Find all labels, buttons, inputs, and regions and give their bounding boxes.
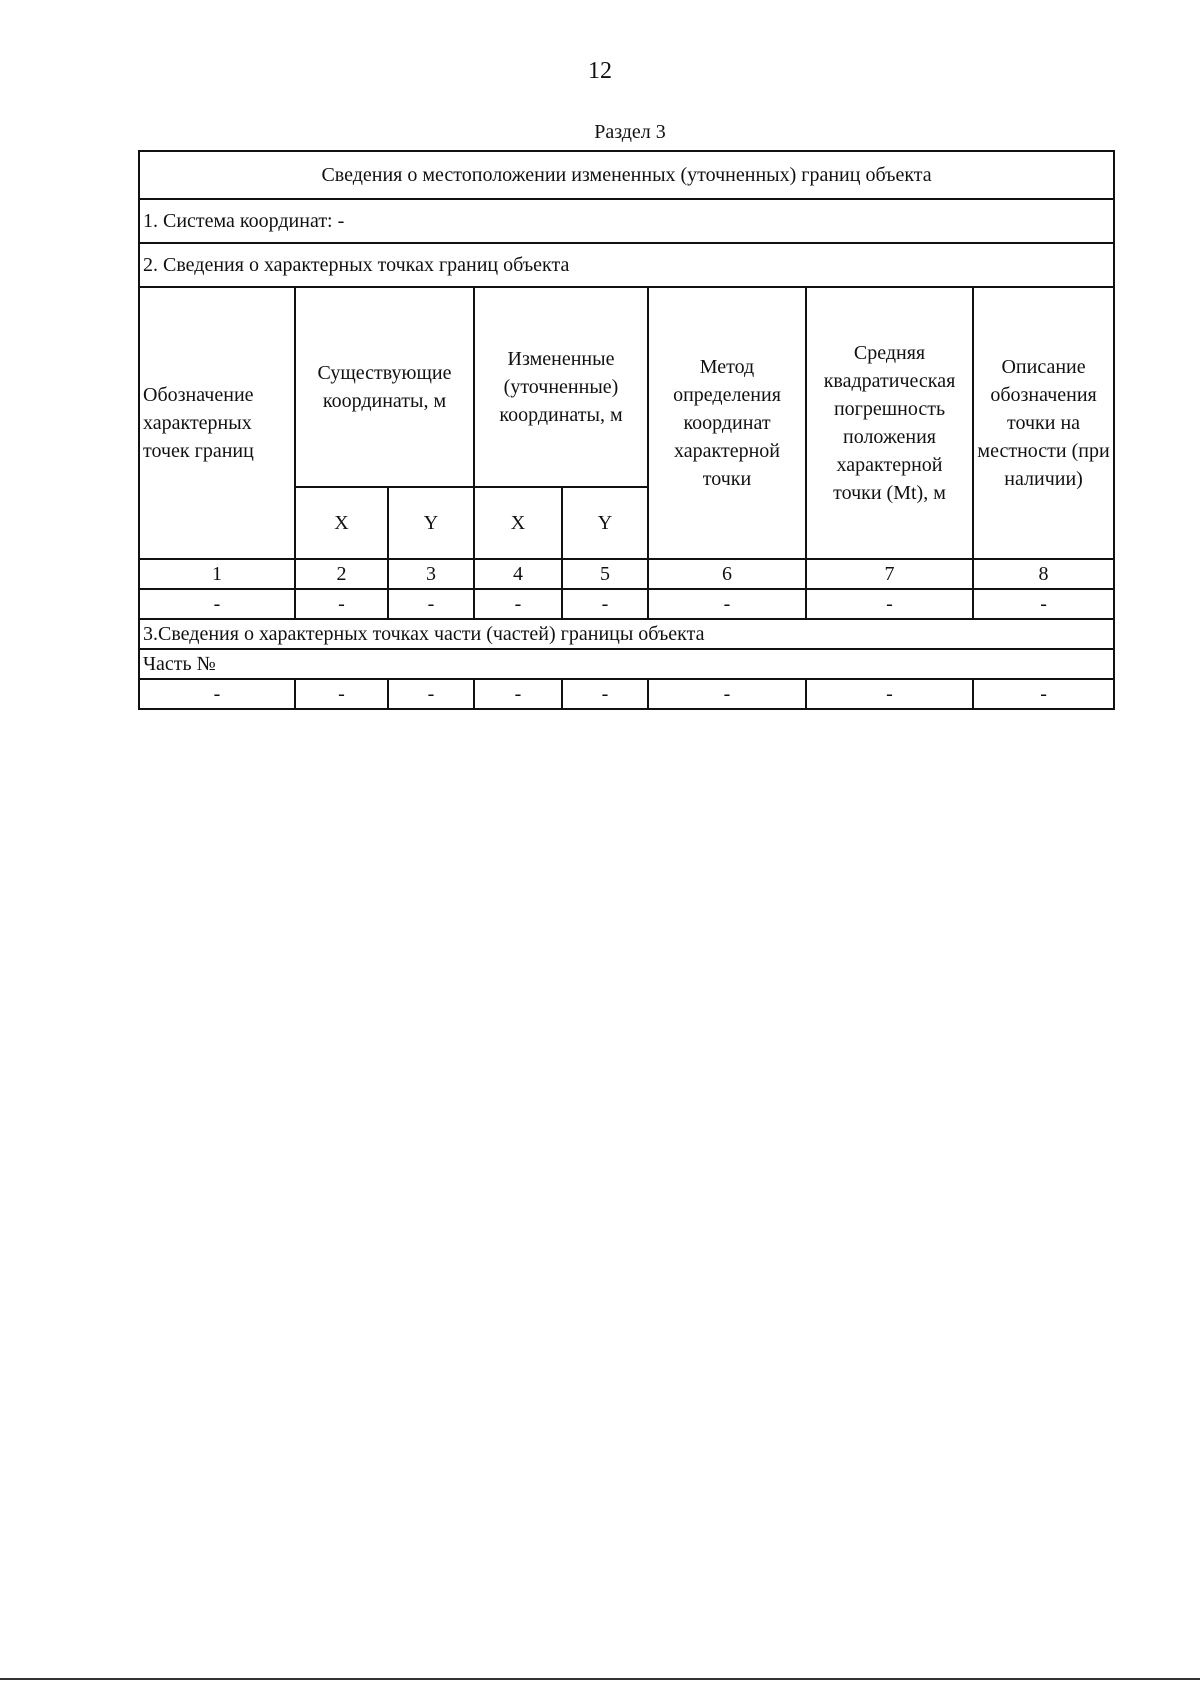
column-number: 5 xyxy=(562,559,648,589)
table-cell: - xyxy=(973,589,1114,619)
table-cell: - xyxy=(388,679,474,709)
points-section-header: 2. Сведения о характерных точках границ объекта xyxy=(139,243,1114,287)
header-description: Описание обозначения точки на местности (при наличии) xyxy=(973,287,1114,559)
table-title-row xyxy=(139,151,1114,199)
table-cell: - xyxy=(139,589,295,619)
table-cell: - xyxy=(648,679,806,709)
points-header-row xyxy=(139,243,1114,287)
table-title: Сведения о местоположении измененных (уточненных) границ объекта xyxy=(139,151,1114,199)
part-label-row xyxy=(139,649,1114,679)
header-method: Метод определения координат характерной точки xyxy=(648,287,806,559)
table-cell: - xyxy=(806,679,973,709)
page-number: 12 xyxy=(588,58,612,84)
column-number: 2 xyxy=(295,559,388,589)
table-row xyxy=(139,589,1114,619)
table-cell: - xyxy=(388,589,474,619)
table-cell: - xyxy=(295,679,388,709)
header-existing-coords: Существующие координаты, м xyxy=(295,287,474,487)
sub-header-x: X xyxy=(295,487,388,559)
table-cell: - xyxy=(474,589,562,619)
table-cell: - xyxy=(648,589,806,619)
table-cell: - xyxy=(474,679,562,709)
column-number: 6 xyxy=(648,559,806,589)
header-designation: Обозначение характерных точек границ xyxy=(139,287,295,559)
parts-header-row xyxy=(139,619,1114,649)
footer-divider xyxy=(0,1678,1200,1680)
column-number: 8 xyxy=(973,559,1114,589)
part-label: Часть № xyxy=(139,649,1114,679)
table-cell: - xyxy=(806,589,973,619)
table-cell: - xyxy=(973,679,1114,709)
column-number: 4 xyxy=(474,559,562,589)
table-cell: - xyxy=(562,679,648,709)
column-header-row xyxy=(139,287,1114,487)
column-number: 1 xyxy=(139,559,295,589)
table-row xyxy=(139,679,1114,709)
sub-header-y: Y xyxy=(562,487,648,559)
column-number: 7 xyxy=(806,559,973,589)
section-label: Раздел 3 xyxy=(594,121,666,143)
column-number-row xyxy=(139,559,1114,589)
table-cell: - xyxy=(295,589,388,619)
coord-system: 1. Система координат: - xyxy=(139,199,1114,243)
table-cell: - xyxy=(562,589,648,619)
coord-system-row xyxy=(139,199,1114,243)
column-number: 3 xyxy=(388,559,474,589)
sub-header-y: Y xyxy=(388,487,474,559)
parts-section-header: 3.Сведения о характерных точках части (частей) границы объекта xyxy=(139,619,1114,649)
header-mean-error: Средняя квадратическая погрешность положения характерной точки (Mt), м xyxy=(806,287,973,559)
header-changed-coords: Измененные (уточненные) координаты, м xyxy=(474,287,648,487)
table-cell: - xyxy=(139,679,295,709)
sub-header-x: X xyxy=(474,487,562,559)
boundary-table xyxy=(138,150,1115,710)
